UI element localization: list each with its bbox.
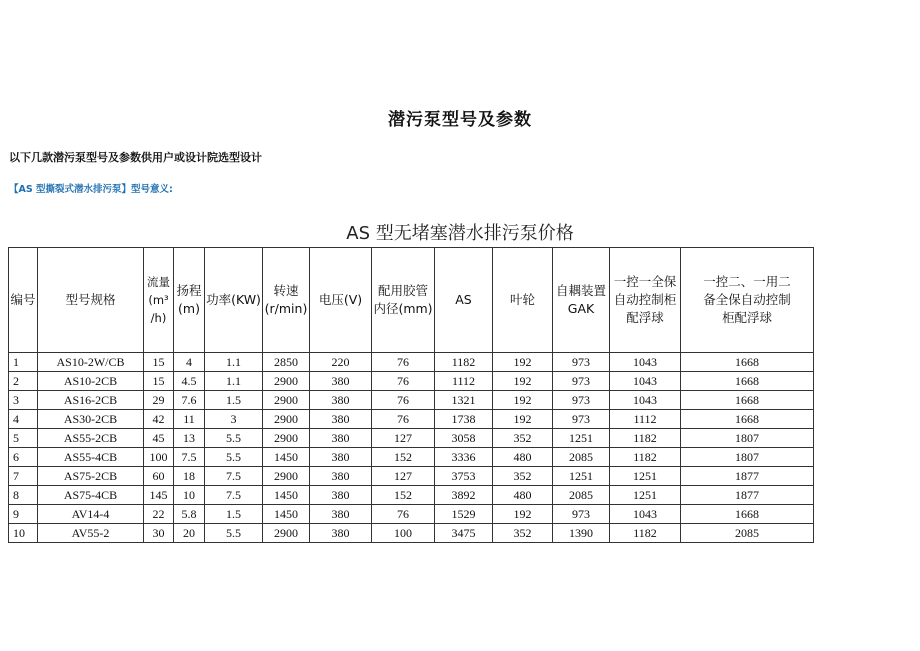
table-cell: 42 — [144, 410, 174, 429]
table-cell: AS75-2CB — [38, 467, 144, 486]
table-cell: 1668 — [681, 372, 814, 391]
table-cell: 1529 — [435, 505, 493, 524]
table-cell: 2900 — [263, 391, 310, 410]
column-header — [681, 248, 814, 353]
column-header-line: 柜配浮球 — [721, 310, 772, 325]
table-cell: 20 — [174, 524, 205, 543]
table-cell: 1043 — [610, 391, 681, 410]
table-cell: 2900 — [263, 429, 310, 448]
table-row — [9, 429, 814, 448]
table-cell: 3336 — [435, 448, 493, 467]
column-header — [205, 248, 263, 353]
table-cell: 220 — [310, 353, 372, 372]
table-cell: 1877 — [681, 486, 814, 505]
table-cell: 380 — [310, 372, 372, 391]
table-cell: 380 — [310, 410, 372, 429]
table-cell: 352 — [493, 467, 553, 486]
column-header — [174, 248, 205, 353]
table-cell: 380 — [310, 467, 372, 486]
table-row — [9, 505, 814, 524]
table-cell: 30 — [144, 524, 174, 543]
table-cell: 2085 — [553, 448, 610, 467]
table-cell: 2 — [9, 372, 38, 391]
table-cell: 380 — [310, 448, 372, 467]
table-cell: 1251 — [553, 467, 610, 486]
table-cell: 76 — [372, 505, 435, 524]
table-cell: 380 — [310, 486, 372, 505]
table-cell: AS16-2CB — [38, 391, 144, 410]
table-cell: 29 — [144, 391, 174, 410]
table-cell: 1668 — [681, 410, 814, 429]
table-cell: 192 — [493, 505, 553, 524]
table-cell: 1.5 — [205, 505, 263, 524]
column-header-line: 功率(KW) — [206, 292, 261, 307]
column-header-line: /h) — [150, 311, 167, 325]
table-cell: 8 — [9, 486, 38, 505]
column-header-line: 编号 — [10, 292, 36, 307]
table-cell: 5.5 — [205, 448, 263, 467]
table-cell: 1043 — [610, 372, 681, 391]
table-cell: 76 — [372, 353, 435, 372]
table-cell: 2850 — [263, 353, 310, 372]
table-row — [9, 410, 814, 429]
table-cell: 1182 — [610, 524, 681, 543]
table-cell: 2900 — [263, 524, 310, 543]
table-cell: AV55-2 — [38, 524, 144, 543]
table-cell: 1182 — [435, 353, 493, 372]
table-cell: 3058 — [435, 429, 493, 448]
table-header-row — [9, 248, 814, 353]
table-cell: 973 — [553, 391, 610, 410]
column-header — [610, 248, 681, 353]
table-cell: 1668 — [681, 353, 814, 372]
table-cell: 11 — [174, 410, 205, 429]
table-cell: 380 — [310, 524, 372, 543]
table-cell: 127 — [372, 467, 435, 486]
table-cell: 1877 — [681, 467, 814, 486]
table-cell: 1807 — [681, 448, 814, 467]
table-cell: 4 — [9, 410, 38, 429]
table-cell: 973 — [553, 505, 610, 524]
table-cell: 1450 — [263, 448, 310, 467]
table-cell: 2085 — [553, 486, 610, 505]
table-cell: 4.5 — [174, 372, 205, 391]
table-cell: 15 — [144, 372, 174, 391]
table-cell: 5.5 — [205, 429, 263, 448]
table-cell: 1 — [9, 353, 38, 372]
table-cell: 2900 — [263, 410, 310, 429]
table-cell: 973 — [553, 372, 610, 391]
table-cell: 1.1 — [205, 372, 263, 391]
table-cell: 145 — [144, 486, 174, 505]
table-cell: 1668 — [681, 505, 814, 524]
column-header — [372, 248, 435, 353]
table-cell: 1.5 — [205, 391, 263, 410]
column-header-line: 一控二、一用二 — [703, 274, 791, 289]
column-header — [493, 248, 553, 353]
page-title: 潜污泵型号及参数 — [388, 110, 532, 130]
table-row — [9, 524, 814, 543]
table-cell: 1043 — [610, 353, 681, 372]
table-cell: AV14-4 — [38, 505, 144, 524]
table-cell: 18 — [174, 467, 205, 486]
table-cell: 76 — [372, 372, 435, 391]
table-cell: 2085 — [681, 524, 814, 543]
table-cell: 1450 — [263, 486, 310, 505]
table-cell: 1112 — [610, 410, 681, 429]
table-row — [9, 391, 814, 410]
column-header-line: 扬程 — [176, 283, 202, 298]
table-cell: 352 — [493, 429, 553, 448]
table-cell: 3753 — [435, 467, 493, 486]
table-cell: 1251 — [553, 429, 610, 448]
column-header — [38, 248, 144, 353]
table-cell: 192 — [493, 410, 553, 429]
table-cell: 2900 — [263, 467, 310, 486]
table-cell: 192 — [493, 372, 553, 391]
table-cell: 1321 — [435, 391, 493, 410]
table-cell: 973 — [553, 410, 610, 429]
table-cell: 10 — [174, 486, 205, 505]
table-cell: AS55-4CB — [38, 448, 144, 467]
table-cell: 1668 — [681, 391, 814, 410]
table-cell: 480 — [493, 486, 553, 505]
table-cell: 1390 — [553, 524, 610, 543]
table-cell: 100 — [372, 524, 435, 543]
column-header-line: 配用胶管 — [377, 283, 428, 298]
table-cell: 7.5 — [174, 448, 205, 467]
table-cell: 1807 — [681, 429, 814, 448]
column-header-line: GAK — [567, 301, 595, 316]
table-row — [9, 486, 814, 505]
table-row — [9, 353, 814, 372]
table-cell: 1450 — [263, 505, 310, 524]
column-header — [144, 248, 174, 353]
table-cell: 76 — [372, 391, 435, 410]
column-header-line: 内径(mm) — [373, 301, 433, 316]
table-cell: 22 — [144, 505, 174, 524]
table-cell: 3892 — [435, 486, 493, 505]
table-cell: 1043 — [610, 505, 681, 524]
column-header — [310, 248, 372, 353]
column-header-line: (m) — [178, 301, 200, 316]
table-cell: 5.8 — [174, 505, 205, 524]
table-cell: AS55-2CB — [38, 429, 144, 448]
table-cell: 5.5 — [205, 524, 263, 543]
table-cell: AS10-2W/CB — [38, 353, 144, 372]
table-cell: 380 — [310, 391, 372, 410]
table-cell: 192 — [493, 391, 553, 410]
column-header-line: 一控一全保 — [613, 274, 677, 289]
table-cell: 3 — [205, 410, 263, 429]
table-cell: 1112 — [435, 372, 493, 391]
table-cell: 1251 — [610, 467, 681, 486]
table-cell: 1251 — [610, 486, 681, 505]
table-row — [9, 467, 814, 486]
column-header — [435, 248, 493, 353]
table-cell: 5 — [9, 429, 38, 448]
table-cell: 100 — [144, 448, 174, 467]
column-header-line: 电压(V) — [318, 292, 363, 307]
table-cell: 380 — [310, 505, 372, 524]
column-header — [553, 248, 610, 353]
table-cell: 973 — [553, 353, 610, 372]
table-cell: 152 — [372, 486, 435, 505]
table-cell: 480 — [493, 448, 553, 467]
model-meaning-heading: 【AS 型撕裂式潜水排污泵】型号意义: — [9, 184, 173, 195]
table-cell: 7.5 — [205, 467, 263, 486]
table-cell: 60 — [144, 467, 174, 486]
table-cell: 152 — [372, 448, 435, 467]
column-header-line: 自动控制柜 — [613, 292, 677, 307]
table-cell: 1.1 — [205, 353, 263, 372]
column-header-line: 自耦装置 — [555, 283, 606, 298]
price-table — [8, 247, 814, 543]
table-cell: 7.6 — [174, 391, 205, 410]
table-cell: 10 — [9, 524, 38, 543]
table-cell: 352 — [493, 524, 553, 543]
column-header-line: 型号规格 — [65, 292, 116, 307]
table-cell: 127 — [372, 429, 435, 448]
table-cell: AS30-2CB — [38, 410, 144, 429]
table-cell: 380 — [310, 429, 372, 448]
table-cell: 45 — [144, 429, 174, 448]
column-header-line: 叶轮 — [509, 292, 535, 307]
table-cell: 15 — [144, 353, 174, 372]
table-cell: 1738 — [435, 410, 493, 429]
intro-text: 以下几款潜污泵型号及参数供用户或设计院选型设计 — [9, 151, 262, 164]
table-body — [9, 353, 814, 543]
column-header — [263, 248, 310, 353]
table-cell: 1182 — [610, 429, 681, 448]
table-cell: 192 — [493, 353, 553, 372]
table-cell: 1182 — [610, 448, 681, 467]
table-cell: 3 — [9, 391, 38, 410]
table-row — [9, 448, 814, 467]
table-cell: AS10-2CB — [38, 372, 144, 391]
table-cell: AS75-4CB — [38, 486, 144, 505]
table-cell: 2900 — [263, 372, 310, 391]
column-header-line: AS — [455, 292, 472, 307]
table-cell: 7.5 — [205, 486, 263, 505]
table-cell: 6 — [9, 448, 38, 467]
table-cell: 7 — [9, 467, 38, 486]
column-header-line: 流量(m³ — [147, 275, 170, 307]
column-header-line: 转速 — [273, 283, 299, 298]
table-row — [9, 372, 814, 391]
table-cell: 9 — [9, 505, 38, 524]
column-header-line: 备全保自动控制 — [703, 292, 791, 307]
column-header-line: 配浮球 — [626, 310, 664, 325]
column-header — [9, 248, 38, 353]
table-title: AS 型无堵塞潜水排污泵价格 — [346, 223, 574, 244]
column-header-line: (r/min) — [264, 301, 308, 316]
table-cell: 13 — [174, 429, 205, 448]
table-cell: 3475 — [435, 524, 493, 543]
table-cell: 76 — [372, 410, 435, 429]
table-cell: 4 — [174, 353, 205, 372]
